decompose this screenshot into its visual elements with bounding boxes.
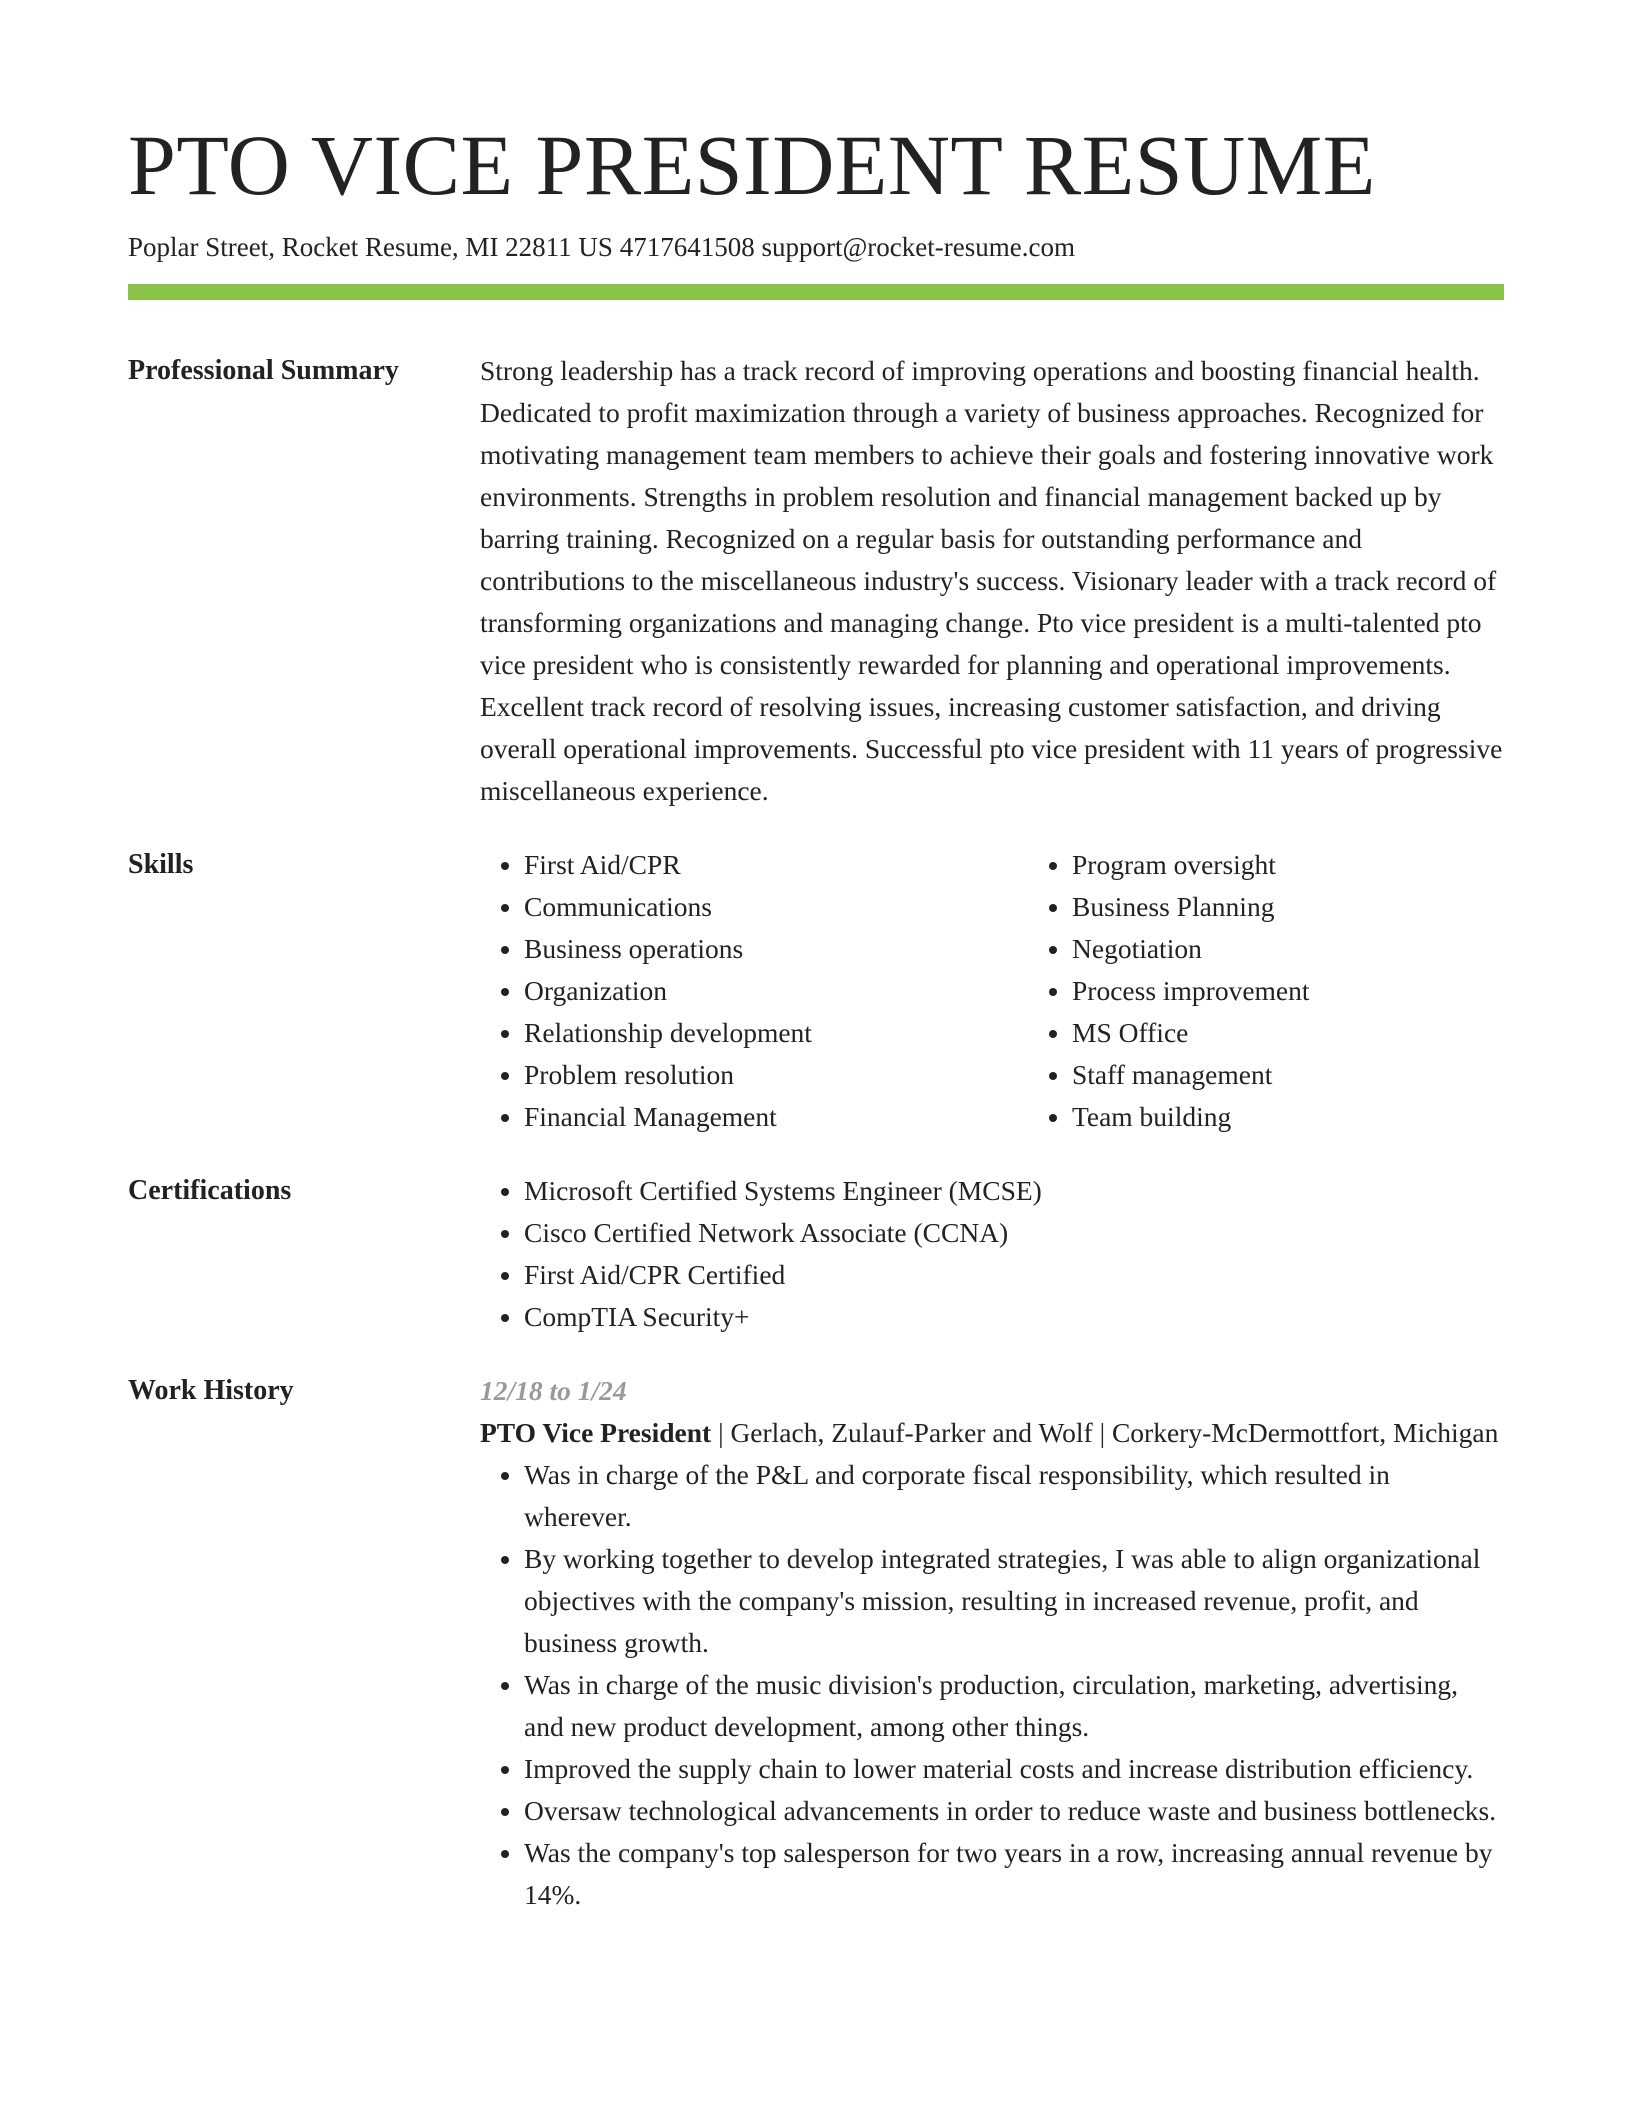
job-details: | Gerlach, Zulauf-Parker and Wolf | Corkery-McDermottfort, Michigan xyxy=(711,1417,1499,1449)
professional-summary-section xyxy=(128,350,1504,812)
list-item: • Cisco Certified Network Associate (CCNA) xyxy=(524,1212,1504,1254)
skills-list-left xyxy=(480,844,1028,1138)
skills-section xyxy=(128,844,1504,1138)
job-bullets xyxy=(480,1454,1504,1916)
list-item: • By working together to develop integrated strategies, I was able to align organizational objectives with the company's mission, resulting in increased revenue, profit, and business growth. xyxy=(524,1538,1504,1664)
job-dates: 12/18 to 1/24 xyxy=(480,1375,627,1407)
skills-body xyxy=(480,844,1504,1138)
list-item: • Team building xyxy=(1072,1096,1504,1138)
list-item: • Negotiation xyxy=(1072,928,1504,970)
list-item: • First Aid/CPR Certified xyxy=(524,1254,1504,1296)
skills-list-right xyxy=(1028,844,1504,1138)
list-item: • Relationship development xyxy=(524,1012,1028,1054)
list-item: • Staff management xyxy=(1072,1054,1504,1096)
list-item: • First Aid/CPR xyxy=(524,844,1028,886)
certifications-body xyxy=(480,1170,1504,1338)
list-item: • Microsoft Certified Systems Engineer (MCSE) xyxy=(524,1170,1504,1212)
list-item: • Oversaw technological advancements in order to reduce waste and business bottlenecks. xyxy=(524,1790,1504,1832)
list-item: • Program oversight xyxy=(1072,844,1504,886)
work-history-section xyxy=(128,1370,1504,1916)
list-item: • Organization xyxy=(524,970,1028,1012)
header-divider xyxy=(128,284,1504,300)
job-title: PTO Vice President xyxy=(480,1417,712,1449)
list-item: • Business Planning xyxy=(1072,886,1504,928)
certifications-list xyxy=(480,1170,1504,1338)
work-history-body xyxy=(480,1370,1504,1916)
list-item: • Business operations xyxy=(524,928,1028,970)
list-item: • Communications xyxy=(524,886,1028,928)
list-item: • Was in charge of the P&L and corporate fiscal responsibility, which resulted in wherever. xyxy=(524,1454,1504,1538)
list-item: • Process improvement xyxy=(1072,970,1504,1012)
contact-line: Poplar Street, Rocket Resume, MI 22811 US 4717641508 support@rocket-resume.com xyxy=(128,231,1075,262)
list-item: • Problem resolution xyxy=(524,1054,1028,1096)
section-label-professional-summary: Professional Summary xyxy=(128,355,399,387)
summary-text: Strong leadership has a track record of improving operations and boosting financial health. Dedicated to profit maximization through a variety of business approaches. Recognized for motivating management team members to achieve their goals and fostering innovative work environments. Strengths in problem resolution and financial management backed up by barring training. Recognized on a regular basis for outstanding performance and contributions to the miscellaneous industry's success. Visionary leader with a track record of transforming organizations and managing change. Pto vice president is a multi-talented pto vice president who is consistently rewarded for planning and operational improvements. Excellent track record of resolving issues, increasing customer satisfaction, and driving overall operational improvements. Successful pto vice president with 11 years of progressive miscellaneous experience. xyxy=(480,355,1503,807)
list-item: • MS Office xyxy=(1072,1012,1504,1054)
list-item: • Was the company's top salesperson for two years in a row, increasing annual revenue by 14%. xyxy=(524,1832,1504,1916)
section-label-work-history: Work History xyxy=(128,1375,294,1407)
section-label-skills: Skills xyxy=(128,849,194,881)
list-item: • Financial Management xyxy=(524,1096,1028,1138)
list-item: • Was in charge of the music division's production, circulation, marketing, advertising, and new product development, among other things. xyxy=(524,1664,1504,1748)
job-heading xyxy=(480,1412,1504,1454)
resume-title: PTO VICE PRESIDENT RESUME xyxy=(128,117,1376,213)
section-label-certifications: Certifications xyxy=(128,1175,292,1207)
list-item: • CompTIA Security+ xyxy=(524,1296,1504,1338)
list-item: • Improved the supply chain to lower material costs and increase distribution efficiency. xyxy=(524,1748,1504,1790)
certifications-section xyxy=(128,1170,1504,1338)
summary-body xyxy=(480,350,1504,812)
